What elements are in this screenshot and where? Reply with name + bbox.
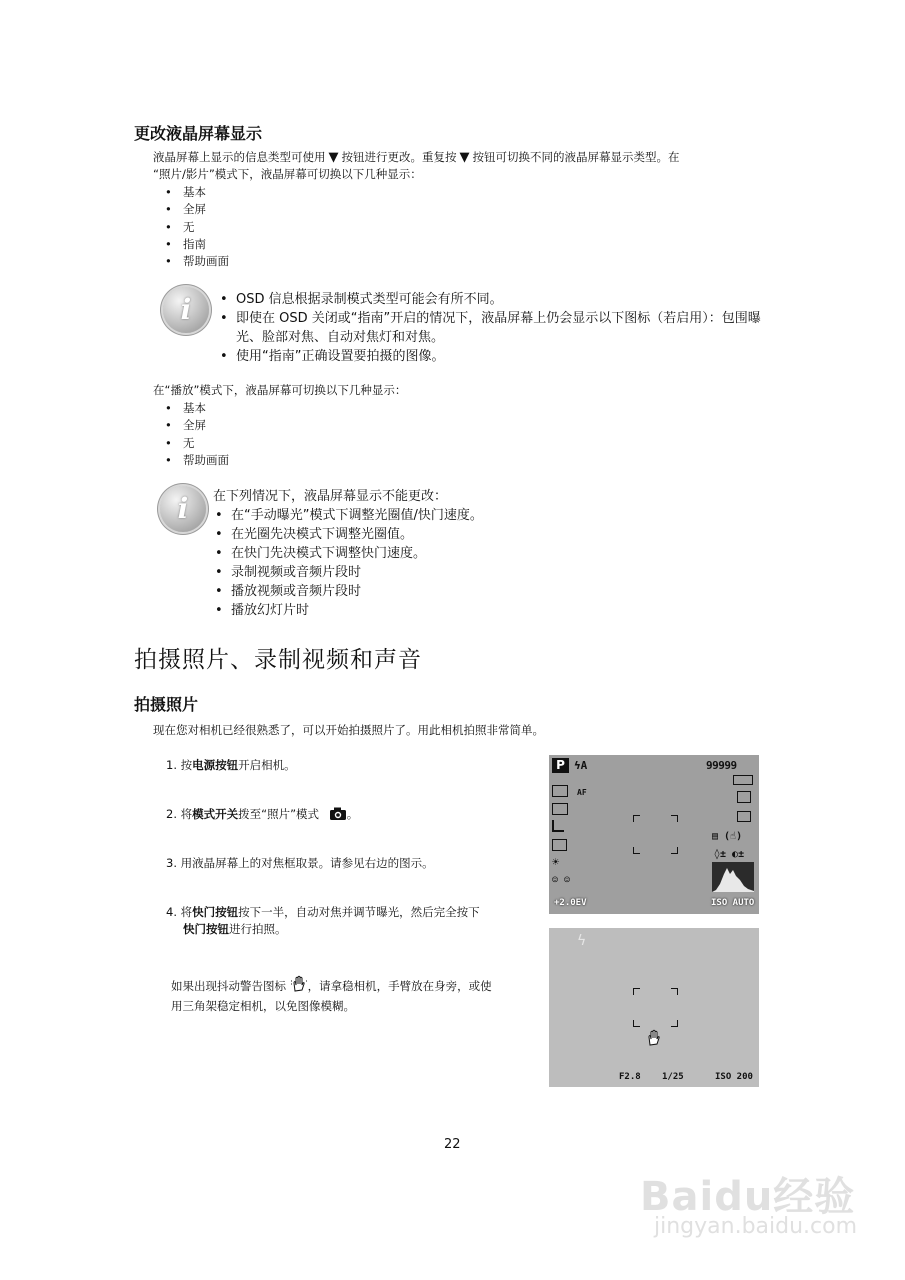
program-mode-icon: P <box>552 758 569 773</box>
face-detect-icon: ☺ ☺ <box>552 875 571 886</box>
quality-icon <box>552 803 568 815</box>
drive-mode-icon <box>737 811 751 822</box>
note2-intro: 在下列情况下，液晶屏幕显示不能更改： <box>213 489 448 504</box>
memory-card-icon <box>737 791 751 803</box>
focus-frame-corner <box>633 988 640 995</box>
step-text: 。 <box>346 807 359 821</box>
watermark-url: jingyan.baidu.com <box>654 1214 858 1239</box>
list-item: • 基本 <box>163 184 229 201</box>
iso-value: ISO AUTO <box>711 898 755 908</box>
shake-warning-icon <box>645 1029 663 1047</box>
list-item: • 录制视频或音频片段时 <box>213 563 773 582</box>
battery-icon <box>733 775 753 785</box>
page-number: 22 <box>444 1137 461 1152</box>
shutter-button-term: 快门按钮 <box>183 922 229 936</box>
step-2 <box>166 806 358 826</box>
list-item: • 全屏 <box>163 417 229 434</box>
note-list-osd <box>218 290 778 366</box>
photo-display-modes-list <box>163 184 229 270</box>
histogram-icon <box>712 862 754 892</box>
list-item: • 播放幻灯片时 <box>213 601 773 620</box>
step-number: 2. 将 <box>166 807 193 821</box>
shake-text: 如果出现抖动警告图标 <box>171 979 286 993</box>
step-4 <box>166 904 536 938</box>
focus-frame-corner <box>671 988 678 995</box>
shutter-speed: 1/25 <box>662 1072 684 1082</box>
list-item: • 在“手动曝光”模式下调整光圈值/快门速度。 <box>213 506 773 525</box>
list-item: • 全屏 <box>163 201 229 218</box>
af-area-icon <box>552 839 567 851</box>
intro-text-line2: “照片/影片”模式下，液晶屏幕可切换以下几种显示： <box>153 167 422 181</box>
shake-text: ，请拿稳相机，手臂放在身旁，或使 <box>307 979 492 993</box>
sharpness-contrast-icon: ◊± ◐± <box>714 849 745 860</box>
focus-frame-corner <box>633 815 640 822</box>
list-item: • 帮助画面 <box>163 452 229 469</box>
af-lamp-icon: AF <box>577 788 587 797</box>
list-item: • 无 <box>163 435 229 452</box>
step-number: 4. 将 <box>166 905 193 919</box>
section-title-take-photo: 拍摄照片 <box>134 695 199 714</box>
list-item: • 基本 <box>163 400 229 417</box>
intro-text-b: 按钮进行更改。重复按 <box>341 150 457 164</box>
intro-text-c: 按钮可切换不同的液晶屏幕显示类型。在 <box>472 150 680 164</box>
info-icon: i <box>160 486 206 532</box>
mode-switch-term: 模式开关 <box>192 807 239 821</box>
camera-icon <box>329 807 347 826</box>
flash-auto-icon: ϟA <box>574 759 588 772</box>
focus-frame-corner <box>633 847 640 854</box>
playback-intro: 在“播放”模式下，液晶屏幕可切换以下几种显示： <box>153 383 407 397</box>
power-button-term: 电源按钮 <box>192 758 239 772</box>
step-text: 开启相机。 <box>238 758 296 772</box>
shake-text: 用三角架稳定相机，以免图像模糊。 <box>171 999 355 1013</box>
shutter-button-term: 快门按钮 <box>192 905 239 919</box>
chapter-title: 拍摄照片、录制视频和声音 <box>134 647 422 673</box>
list-item: • 播放视频或音频片段时 <box>213 582 773 601</box>
down-triangle-icon: ▼ <box>459 150 470 165</box>
focus-frame-corner <box>671 847 678 854</box>
flash-icon: ϟ <box>577 933 587 949</box>
focus-frame-corner <box>671 1020 678 1027</box>
focus-frame-corner <box>633 1020 640 1027</box>
focus-frame-corner <box>671 815 678 822</box>
list-item: • 使用“指南”正确设置要拍摄的图像。 <box>218 347 778 366</box>
stabilizer-icon: ▤ (☝) <box>712 831 743 842</box>
white-balance-icon: ☀ <box>552 855 560 869</box>
step-1 <box>166 757 296 774</box>
list-item: • OSD 信息根据录制模式类型可能会有所不同。 <box>218 290 778 309</box>
lcd-screen-osd <box>549 755 759 914</box>
exposure-compensation: +2.0EV <box>554 898 587 908</box>
lcd-screen-half-press <box>549 928 759 1087</box>
playback-display-modes-list <box>163 400 229 469</box>
note-list-restrictions <box>213 506 773 620</box>
list-item: • 指南 <box>163 236 229 253</box>
step-3: 3. 用液晶屏幕上的对焦框取景。请参见右边的图示。 <box>166 856 434 870</box>
step-number: 1. 按 <box>166 758 193 772</box>
shake-warning-text <box>171 975 541 1015</box>
step-text: 进行拍照。 <box>229 922 287 936</box>
info-icon: i <box>163 287 209 333</box>
intro-text-a: 液晶屏幕上显示的信息类型可使用 <box>153 150 326 164</box>
list-item: • 在快门先决模式下调整快门速度。 <box>213 544 773 563</box>
metering-icon <box>552 820 564 832</box>
iso-value: ISO 200 <box>715 1072 753 1082</box>
aperture-value: F2.8 <box>619 1072 641 1082</box>
watermark-brand: Baidu经验 <box>640 1174 856 1220</box>
list-item: • 在光圈先决模式下调整光圈值。 <box>213 525 773 544</box>
take-photo-intro: 现在您对相机已经很熟悉了，可以开始拍摄照片了。用此相机拍照非常简单。 <box>153 723 544 737</box>
list-item: • 即使在 OSD 关闭或“指南”开启的情况下，液晶屏幕上仍会显示以下图标（若启用）：包围曝光、脸部对焦、自动对焦灯和对焦。 <box>218 309 778 347</box>
section-title-lcd: 更改液晶屏幕显示 <box>134 124 263 143</box>
image-size-icon <box>552 785 568 797</box>
section-intro <box>153 149 793 183</box>
list-item: • 帮助画面 <box>163 253 229 270</box>
step-text: 按下一半，自动对焦并调节曝光，然后完全按下 <box>238 905 480 919</box>
step-text: 拨至“照片”模式 <box>238 807 320 821</box>
list-item: • 无 <box>163 219 229 236</box>
down-triangle-icon: ▼ <box>328 150 339 165</box>
shots-remaining: 99999 <box>706 759 737 772</box>
shake-warning-icon <box>290 975 308 998</box>
